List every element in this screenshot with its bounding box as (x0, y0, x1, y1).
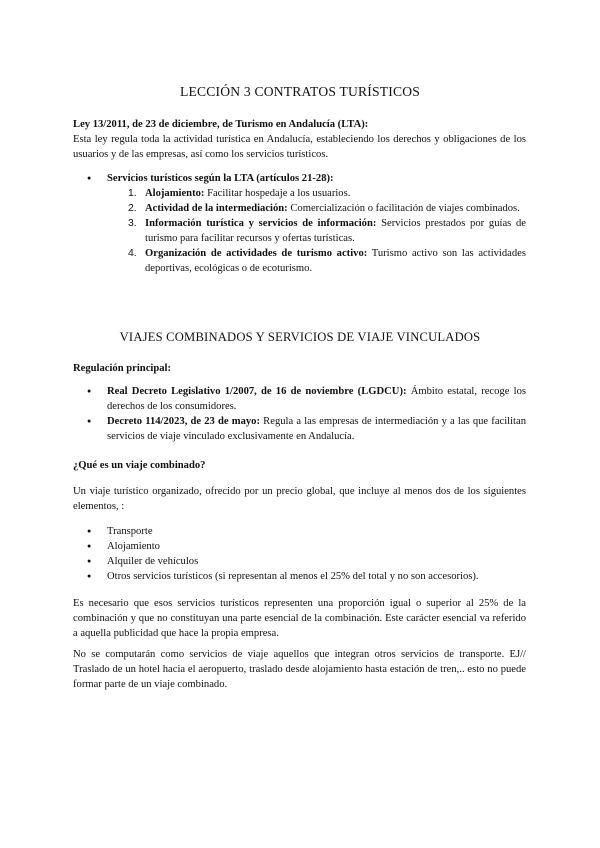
elements-list (73, 524, 526, 584)
law-text: Esta ley regula toda la actividad turística en Andalucía, estableciendo los derechos y obligaciones de los usuarios y de las empresas, así como los servicios turísticos. (73, 134, 526, 160)
regulation-heading: Regulación principal: (73, 363, 171, 374)
page-title: LECCIÓN 3 CONTRATOS TURÍSTICOS (179, 84, 420, 99)
element-item: ● Transporte (73, 524, 526, 539)
paragraph: Es necesario que esos servicios turísticos representen una proporción igual o superior al 25% de la combinación y que no constituyan una parte esencial de la combinación. Este carácter esencial va referido a aquella publicidad que hace la propia empresa. (73, 598, 526, 639)
element-item: ● Alojamiento (73, 539, 526, 554)
services-list (73, 186, 526, 276)
service-item: 1. Alojamiento: Facilitar hospedaje a los usuarios. (128, 188, 351, 199)
section-title: VIAJES COMBINADOS Y SERVICIOS DE VIAJE VINCULADOS (119, 330, 481, 344)
element-item: ● Alquiler de vehículos (73, 554, 526, 569)
question-heading: ¿Qué es un viaje combinado? (73, 460, 206, 471)
question-block (73, 458, 526, 473)
regulation-list (73, 384, 526, 444)
law-section (73, 117, 526, 162)
regulation-section (73, 361, 526, 376)
element-item: ● Otros servicios turísticos (si representan al menos el 25% del total y no son accesorios). (73, 569, 526, 584)
service-item: 3. Información turística y servicios de información: Servicios prestados por guías de turismo para facilitar recursos y ofertas turísticas. (128, 218, 526, 244)
paragraph-block-2 (73, 647, 526, 692)
services-heading: ● Servicios turísticos según la LTA (artículos 21-28): (73, 171, 526, 186)
paragraph-block-1 (73, 596, 526, 641)
service-item: 2. Actividad de la intermediación: Comercialización o facilitación de viajes combinados. (128, 203, 520, 214)
law-heading: Ley 13/2011, de 23 de diciembre, de Turismo en Andalucía (LTA): (73, 119, 369, 130)
definition-text: Un viaje turístico organizado, ofrecido por un precio global, que incluye al menos dos de los siguientes elementos, : (73, 486, 526, 512)
paragraph: No se computarán como servicios de viaje aquellos que integran otros servicios de transporte. EJ// Traslado de un hotel hacia el aeropuerto, traslado desde alojamiento hasta estación de tren,.. esto no puede formar parte de un viaje combinado. (73, 649, 526, 690)
services-section (73, 171, 526, 276)
service-item: 4. Organización de actividades de turismo activo: Turismo activo son las actividades deportivas, ecológicas o de ecoturismo. (128, 248, 526, 274)
definition-block (73, 484, 526, 514)
regulation-item: ● Decreto 114/2023, de 23 de mayo: Regula a las empresas de intermediación y a las que facilitan servicios de viaje vinculado exclusivamente en Andalucía. (73, 414, 526, 444)
regulation-item: ● Real Decreto Legislativo 1/2007, de 16 de noviembre (LGDCU): Ámbito estatal, recoge los derechos de los consumidores. (73, 384, 526, 414)
